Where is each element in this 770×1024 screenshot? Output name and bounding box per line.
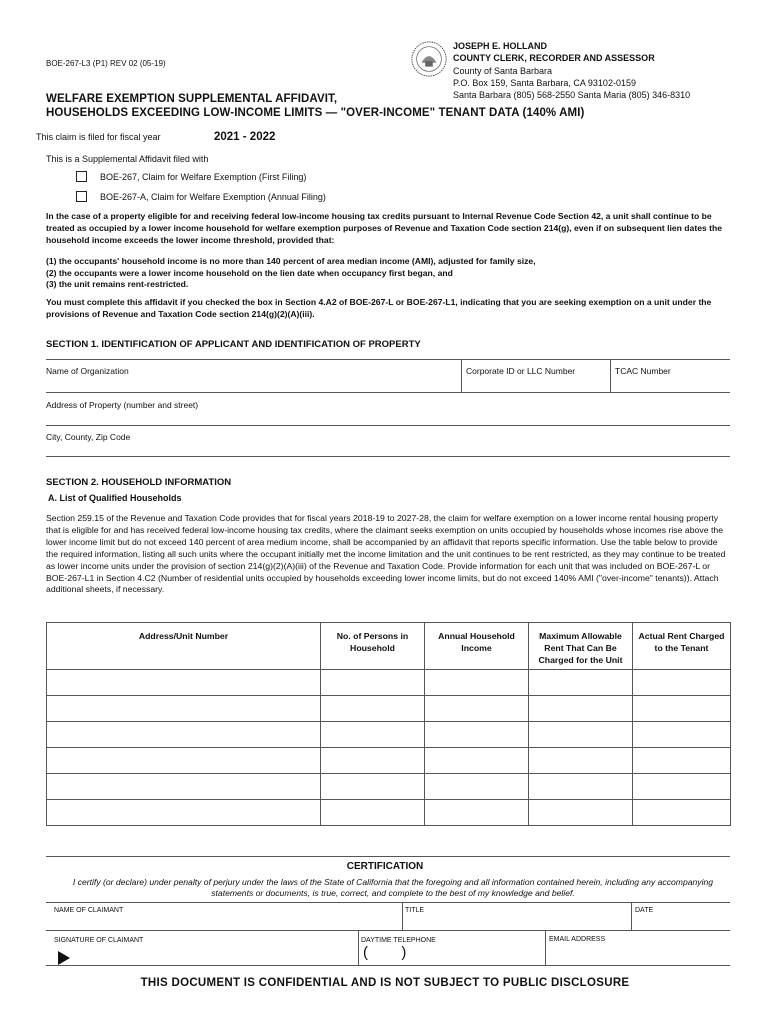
- intro-paragraph: In the case of a property eligible for and receiving federal low-income housing tax credits pursuant to Internal Revenue Code Section 42, a unit shall continue to be treated as occupied by a lower income household for welfare exemption purposes of Revenue and Taxation Code section 214(g), even if on subsequent lien dates the household income exceeds the lower income threshold, provided that:: [46, 211, 723, 245]
- assessor-name: JOSEPH E. HOLLAND: [453, 41, 548, 51]
- option-boe-267-label: BOE-267, Claim for Welfare Exemption (First Filing): [100, 171, 307, 182]
- fiscal-year-label: This claim is filed for fiscal year: [36, 132, 161, 142]
- assessor-address: P.O. Box 159, Santa Barbara, CA 93102-0159: [453, 77, 636, 88]
- household-row: [47, 670, 731, 696]
- checkbox-boe-267-a[interactable]: [76, 191, 87, 202]
- household-cell[interactable]: [321, 696, 425, 722]
- email-label: EMAIL ADDRESS: [549, 936, 606, 943]
- household-cell[interactable]: [47, 748, 321, 774]
- tcac-number-label: TCAC Number: [615, 366, 671, 376]
- assessor-office: COUNTY CLERK, RECORDER AND ASSESSOR: [453, 53, 655, 64]
- condition-1: (1) the occupants' household income is no more than 140 percent of area median income (AMI), adjusted for family size,: [46, 256, 536, 266]
- form-number: BOE-267-L3 (P1) REV 02 (05-19): [46, 59, 166, 68]
- household-cell[interactable]: [321, 670, 425, 696]
- household-cell[interactable]: [529, 722, 633, 748]
- property-address-label: Address of Property (number and street): [46, 400, 199, 410]
- claimant-name-label: NAME OF CLAIMANT: [54, 907, 124, 914]
- certification-text: I certify (or declare) under penalty of perjury under the laws of the State of California that the foregoing and all information contained herein, including any accompanying statements or documents, is true, correct, and complete to the best of my knowledge and belief.: [72, 877, 714, 898]
- section2-paragraph: Section 259.15 of the Revenue and Taxation Code provides that for fiscal years 2018-19 to 2027-28, the claim for welfare exemption on a lower income rental housing property that is eligible for and has received federal low-income housing tax credits, where the claimant seeks exemption on units occupied by households whose incomes rise above the lower income limit but do not exceed 140 percent of area medium income, shall be accompanied by an affidavit that reports specific information. Use the table below to provide the required information, listing all such units where the occupant initially met the income limitation and the unit continues to be rent restricted, as they may continue to be treated as lower income units under the provision of section 214(g)(2)(A)(iii) of the Revenue and Taxation Code. Provide information for each unit that was included on BOE-267-L or BOE-267-L1 in Section 4.C2 (Number of residential units occupied by households exceeding lower income limits, but do not exceed 140% AMI ("over-income" tenants)). Attach additional sheets, if necessary.: [46, 513, 726, 595]
- household-cell[interactable]: [47, 670, 321, 696]
- assessor-phones: Santa Barbara (805) 568-2550 Santa Maria (805) 346-8310: [453, 90, 691, 101]
- household-cell[interactable]: [425, 670, 529, 696]
- household-cell[interactable]: [321, 774, 425, 800]
- household-cell[interactable]: [633, 800, 731, 826]
- section2-subheading: A. List of Qualified Households: [48, 493, 182, 503]
- household-cell[interactable]: [47, 722, 321, 748]
- household-cell[interactable]: [321, 748, 425, 774]
- certification-heading: CERTIFICATION: [346, 861, 424, 872]
- organization-name-label: Name of Organization: [46, 366, 129, 376]
- household-cell[interactable]: [633, 748, 731, 774]
- corporate-id-label: Corporate ID or LLC Number: [466, 366, 576, 376]
- claimant-title-label: TITLE: [405, 907, 425, 914]
- household-table: [46, 622, 731, 826]
- daytime-phone-label: DAYTIME TELEPHONE: [361, 937, 436, 944]
- confidential-footer: THIS DOCUMENT IS CONFIDENTIAL AND IS NOT SUBJECT TO PUBLIC DISCLOSURE: [140, 977, 630, 989]
- household-cell[interactable]: [47, 696, 321, 722]
- option-boe-267[interactable]: [76, 171, 306, 182]
- household-cell[interactable]: [633, 696, 731, 722]
- col-actual-rent: Actual Rent Charged to the Tenant: [633, 623, 731, 670]
- signature-label: SIGNATURE OF CLAIMANT: [54, 937, 144, 944]
- col-address-unit: Address/Unit Number: [47, 623, 321, 670]
- col-income: Annual Household Income: [425, 623, 529, 670]
- household-cell[interactable]: [633, 670, 731, 696]
- household-cell[interactable]: [425, 722, 529, 748]
- household-cell[interactable]: [633, 774, 731, 800]
- option-boe-267-a-label: BOE-267-A, Claim for Welfare Exemption (Annual Filing): [100, 191, 326, 202]
- household-cell[interactable]: [47, 800, 321, 826]
- assessor-county: County of Santa Barbara: [453, 65, 553, 76]
- form-title: [46, 92, 584, 120]
- household-cell[interactable]: [425, 748, 529, 774]
- household-cell[interactable]: [529, 748, 633, 774]
- checkbox-boe-267[interactable]: [76, 171, 87, 182]
- household-cell[interactable]: [47, 774, 321, 800]
- col-persons: No. of Persons in Household: [321, 623, 425, 670]
- supplemental-intro: This is a Supplemental Affidavit filed with: [46, 154, 209, 164]
- household-table-header: [47, 623, 731, 670]
- household-cell[interactable]: [425, 800, 529, 826]
- household-row: [47, 800, 731, 826]
- county-seal-icon: [410, 40, 448, 78]
- household-cell[interactable]: [425, 774, 529, 800]
- condition-2: (2) the occupants were a lower income household on the lien date when occupancy first began, and: [46, 267, 453, 278]
- household-row: [47, 748, 731, 774]
- phone-area-code[interactable]: ( ): [363, 944, 407, 961]
- form-title-line1: WELFARE EXEMPTION SUPPLEMENTAL AFFIDAVIT,: [46, 93, 338, 105]
- household-row: [47, 722, 731, 748]
- household-cell[interactable]: [529, 774, 633, 800]
- condition-3: (3) the unit remains rent-restricted.: [46, 279, 189, 289]
- col-max-rent: Maximum Allowable Rent That Can Be Charged for the Unit: [529, 623, 633, 670]
- conditions-list: [46, 256, 730, 291]
- household-cell[interactable]: [321, 800, 425, 826]
- household-row: [47, 696, 731, 722]
- must-complete-note: You must complete this affidavit if you checked the box in Section 4.A2 of BOE-267-L or BOE-267-L1, indicating that you are seeking exemption on a unit under the provisions of Revenue and Taxation Code section 214(g)(2)(A)(iii).: [46, 297, 712, 319]
- household-cell[interactable]: [425, 696, 529, 722]
- option-boe-267-a[interactable]: [76, 191, 326, 202]
- section2-heading: SECTION 2. HOUSEHOLD INFORMATION: [46, 477, 232, 488]
- household-cell[interactable]: [529, 800, 633, 826]
- household-cell[interactable]: [321, 722, 425, 748]
- household-cell[interactable]: [529, 670, 633, 696]
- household-cell[interactable]: [633, 722, 731, 748]
- household-cell[interactable]: [529, 696, 633, 722]
- city-county-zip-label: City, County, Zip Code: [46, 432, 131, 442]
- form-title-line2: HOUSEHOLDS EXCEEDING LOW-INCOME LIMITS — "OVER-INCOME" TENANT DATA (140% AMI): [46, 107, 585, 119]
- fiscal-year-value: 2021 - 2022: [214, 131, 276, 143]
- sign-here-arrow-icon: [58, 951, 70, 965]
- household-row: [47, 774, 731, 800]
- date-label: DATE: [635, 907, 654, 914]
- section1-heading: SECTION 1. IDENTIFICATION OF APPLICANT AND IDENTIFICATION OF PROPERTY: [46, 339, 421, 350]
